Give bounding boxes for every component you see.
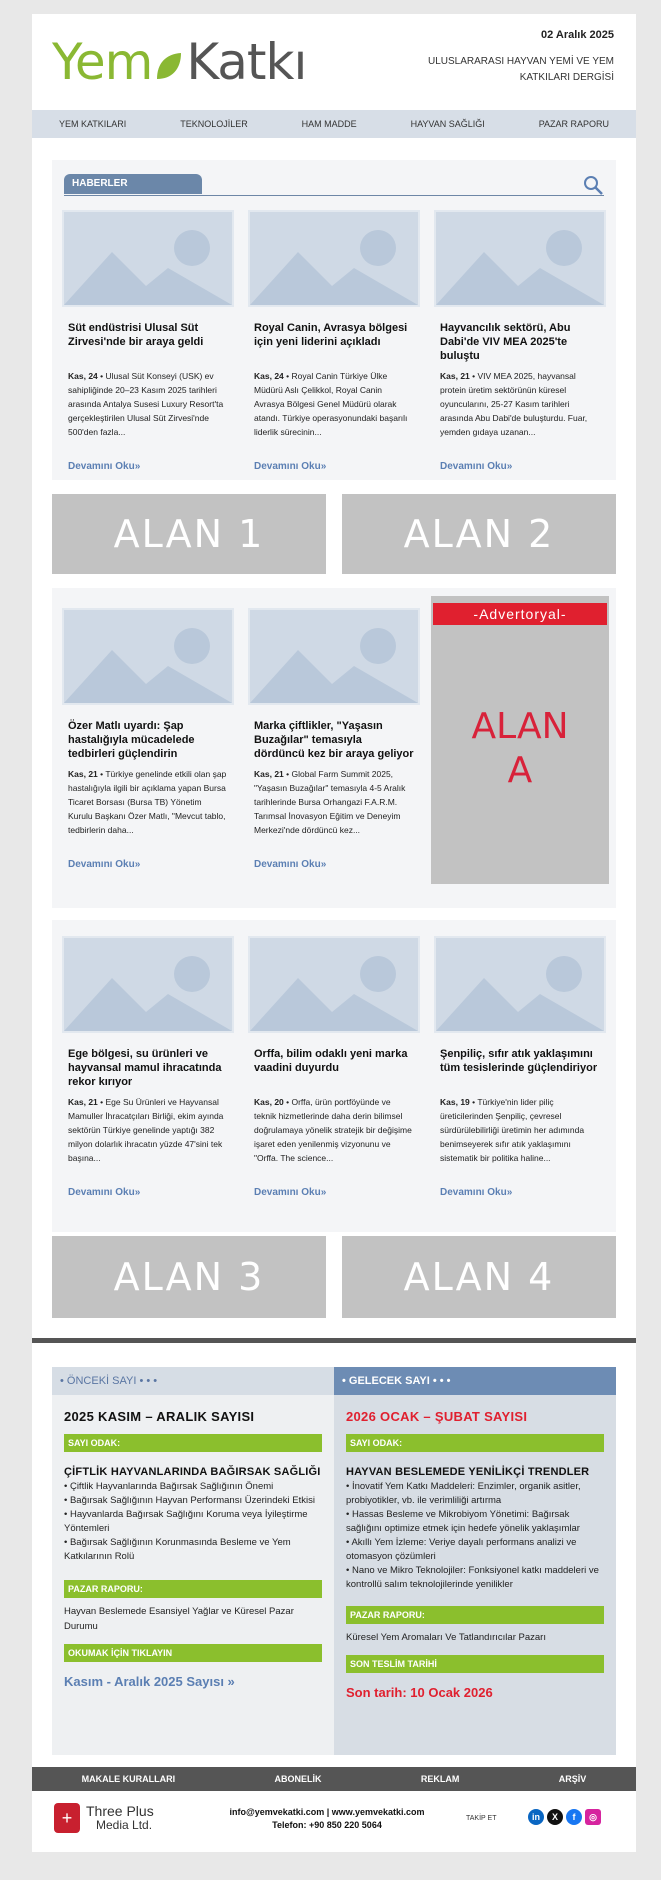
news-tabbar	[64, 174, 604, 196]
advertorial-slot[interactable]	[431, 596, 609, 884]
nav-reklam[interactable]: REKLAM	[420, 1774, 460, 1784]
card-excerpt: Kas, 21 • Ege Su Ürünleri ve Hayvansal Mamuller İhracatçıları Birliği, ekim ayında sektörün Türkiye genelinde yaptığı 382 milyon dolarlık ihracatın yüzde 47'sini tek başına...	[68, 1097, 224, 1163]
focus-item: • Çiftlik Hayvanlarında Bağırsak Sağlığının Önemi	[64, 1481, 274, 1492]
next-issue-title: 2026 OCAK – ŞUBAT SAYISI	[346, 1409, 528, 1424]
bottom-nav	[32, 1767, 636, 1791]
read-more-link[interactable]: Devamını Oku»	[254, 461, 327, 472]
card-excerpt: Kas, 19 • Türkiye'nin lider piliç üreticilerinden Şenpiliç, çevresel sürdürülebilirliği üretimin her adımında benimseyerek sıfır atık yaklaşımını sistematik bir politika haline...	[440, 1097, 585, 1163]
previous-issue-title: 2025 KASIM – ARALIK SAYISI	[64, 1409, 255, 1424]
card-date: Kas, 24	[254, 371, 284, 381]
card-title[interactable]: Orffa, bilim odaklı yeni marka vaadini duyurdu	[254, 1048, 408, 1074]
nav-yem-katkilari[interactable]: YEM KATKILARI	[58, 119, 127, 129]
header	[32, 14, 636, 106]
company-name	[86, 1804, 154, 1832]
contact-phone: Telefon: +90 850 220 5064	[272, 1820, 382, 1830]
advertorial-line-1: ALAN	[471, 706, 569, 747]
card-date: Kas, 20	[254, 1097, 284, 1107]
card-text: Global Farm Summit 2025, "Yaşasın Buzağılar" temasıyla 4-5 Aralık tarihlerinde Bursa Orhangazi F.A.R.M. Tarımsal İnovasyon Eğitim ve Deneyim Merkezi'nde dördüncü kez...	[254, 769, 406, 835]
logo-yem: Yem	[52, 33, 153, 91]
news-card[interactable]	[248, 210, 420, 472]
deadline-text: Son tarih: 10 Ocak 2026	[346, 1685, 493, 1700]
card-date: Kas, 19	[440, 1097, 470, 1107]
focus-item: • Hayvanlarda Bağırsak Sağlığını Koruma veya İyileştirme Yöntemleri	[64, 1509, 308, 1534]
nav-pazar-raporu[interactable]: PAZAR RAPORU	[538, 119, 610, 129]
focus-title: HAYVAN BESLEMEDE YENİLİKÇİ TRENDLER	[346, 1466, 590, 1478]
contact-email-web[interactable]: info@yemvekatki.com | www.yemvekatki.com	[229, 1807, 425, 1817]
linkedin-icon[interactable]: in	[528, 1809, 544, 1825]
card-excerpt: Kas, 21 • Global Farm Summit 2025, "Yaşasın Buzağılar" temasıyla 4-5 Aralık tarihlerinde Bursa Orhangazi F.A.R.M. Tarımsal İnovasyon Eğitim ve Deneyim Merkezi'nde dördüncü kez...	[254, 769, 406, 835]
card-text: Türkiye genelinde etkili olan şap hastalığıyla ilgili bir açıklama yapan Bursa Ticaret Borsası (Bursa TB) Yönetim Kurulu Başkanı Özer Matlı, "Mevcut tablo, tedbirlerin daha...	[68, 769, 227, 835]
card-title[interactable]: Süt endüstrisi Ulusal Süt Zirvesi'nde bir araya geldi	[68, 322, 204, 348]
next-issue	[334, 1367, 616, 1755]
card-text: Ege Su Ürünleri ve Hayvansal Mamuller İhracatçıları Birliği, ekim ayında sektörün Türkiye genelinde yaptığı 382 milyon dolarlık ihracatın yüzde 47'sini tek başına...	[68, 1097, 224, 1163]
image-placeholder-icon	[62, 608, 234, 705]
market-report: Hayvan Beslemede Esansiyel Yağlar ve Küresel Pazar Durumu	[64, 1606, 294, 1632]
card-title[interactable]: Marka çiftlikler, "Yaşasın Buzağılar" temasıyla dördüncü kez bir araya geliyor	[254, 720, 414, 760]
market-report-label: PAZAR RAPORU:	[64, 1580, 322, 1598]
image-placeholder-icon	[62, 936, 234, 1033]
focus-item: • Bağırsak Sağlığının Korunmasında Besleme ve Yem Katkılarının Rolü	[64, 1537, 291, 1562]
logo-katki: Katkı	[186, 33, 307, 91]
newsletter-page	[32, 14, 636, 1852]
focus-item: • Akıllı Yem İzleme: Veriye dayalı performans analizi ve otomasyon çözümleri	[346, 1537, 577, 1562]
logo[interactable]	[52, 34, 306, 90]
read-cta-label[interactable]: OKUMAK İÇİN TIKLAYIN	[64, 1644, 322, 1662]
read-more-link[interactable]: Devamını Oku»	[68, 859, 141, 870]
three-plus-mark-icon: +	[54, 1803, 80, 1833]
image-placeholder-icon	[248, 608, 420, 705]
read-more-link[interactable]: Devamını Oku»	[440, 461, 513, 472]
market-report-label: PAZAR RAPORU:	[346, 1606, 604, 1624]
issues-section	[52, 1367, 616, 1755]
focus-item: • Hassas Besleme ve Mikrobiyom Yönetimi: Bağırsak sağlığını optimize etmek için hedefe yönelik yaklaşımlar	[346, 1509, 580, 1534]
focus-list	[346, 1480, 604, 1592]
read-more-link[interactable]: Devamını Oku»	[68, 461, 141, 472]
news-card[interactable]	[248, 608, 420, 870]
news-card[interactable]	[434, 210, 606, 472]
card-date: Kas, 21	[68, 769, 98, 779]
deadline-label: SON TESLİM TARİHİ	[346, 1655, 604, 1673]
focus-label: SAYI ODAK:	[64, 1434, 322, 1452]
focus-item: • İnovatif Yem Katkı Maddeleri: Enzimler, organik asitler, probiyotikler, vb. ile verimliliği artırma	[346, 1481, 581, 1506]
x-icon[interactable]: X	[547, 1809, 563, 1825]
image-placeholder-icon	[248, 936, 420, 1033]
magazine-subtitle: ULUSLARARASI HAYVAN YEMİ VE YEM KATKILARI DERGİSİ	[428, 56, 614, 83]
card-title[interactable]: Hayvancılık sektörü, Abu Dabi'de VIV MEA 2025'te buluştu	[440, 322, 571, 362]
card-date: Kas, 21	[254, 769, 284, 779]
card-title[interactable]: Şenpiliç, sıfır atık yaklaşımını tüm tesislerinde güçlendiriyor	[440, 1048, 598, 1074]
card-excerpt: Kas, 21 • VIV MEA 2025, hayvansal protein üretim sektörünün küresel oyuncularını, 25-27 Kasım tarihleri arasında Abu Dabi'de buluşturdu. Fuar, yemden gıdaya uzanan...	[440, 371, 588, 437]
card-excerpt: Kas, 24 • Royal Canin Türkiye Ülke Müdürü Aslı Çelikkol, Royal Canin Avrasya Bölgesi Genel Müdürü olarak atandı. Türkiye operasyonundaki başarılı liderlik sürecinin...	[254, 371, 408, 437]
tab-haberler[interactable]: HABERLER	[64, 174, 202, 194]
read-more-link[interactable]: Devamını Oku»	[440, 1187, 513, 1198]
news-section-3	[52, 920, 616, 1232]
news-card[interactable]	[434, 936, 606, 1198]
focus-title: ÇİFTLİK HAYVANLARINDA BAĞIRSAK SAĞLIĞI	[64, 1466, 321, 1478]
news-card[interactable]	[248, 936, 420, 1198]
read-more-link[interactable]: Devamını Oku»	[254, 1187, 327, 1198]
previous-issue-link[interactable]: Kasım - Aralık 2025 Sayısı »	[64, 1674, 235, 1689]
nav-makale-kurallari[interactable]: MAKALE KURALLARI	[81, 1774, 176, 1784]
nav-arsiv[interactable]: ARŞİV	[558, 1774, 587, 1784]
focus-list	[64, 1480, 322, 1564]
market-report: Küresel Yem Aromaları Ve Tatlandırıcılar Pazarı	[346, 1632, 546, 1643]
leaf-icon	[154, 49, 184, 83]
card-text: Türkiye'nin lider piliç üreticilerinden Şenpiliç, çevresel sürdürülebilirliği üretimin her adımında benimseyerek sıfır atık yaklaşımını sistematik bir politika haline...	[440, 1097, 585, 1163]
news-section-2	[52, 588, 616, 908]
card-text: Royal Canin Türkiye Ülke Müdürü Aslı Çelikkol, Royal Canin Avrasya Bölgesi Genel Müdürü olarak atandı. Türkiye operasyonundaki başarılı liderlik sürecinin...	[254, 371, 408, 437]
news-section-1	[52, 160, 616, 480]
facebook-icon[interactable]: f	[566, 1809, 582, 1825]
search-icon[interactable]	[582, 174, 604, 196]
advertorial-label: -Advertoryal-	[433, 603, 607, 625]
focus-item: • Nano ve Mikro Teknolojiler: Fonksiyonel katkı maddeleri ve kontrollü salım teknolojilerinde yenilikler	[346, 1565, 599, 1590]
section-divider	[32, 1338, 636, 1343]
nav-hayvan-sagligi[interactable]: HAYVAN SAĞLIĞI	[410, 119, 485, 129]
focus-item: • Bağırsak Sağlığının Hayvan Performansı Üzerindeki Etkisi	[64, 1495, 315, 1506]
ad-slot-3[interactable]: ALAN 3	[52, 1236, 326, 1318]
footer	[32, 1791, 636, 1852]
read-more-link[interactable]: Devamını Oku»	[254, 859, 327, 870]
card-date: Kas, 21	[68, 1097, 98, 1107]
card-date: Kas, 21	[440, 371, 470, 381]
company-name-line-2: Media Ltd.	[96, 1818, 153, 1832]
contact-info	[202, 1806, 452, 1832]
nav-teknolojiler[interactable]: TEKNOLOJİLER	[180, 119, 248, 129]
nav-ham-madde[interactable]: HAM MADDE	[301, 119, 357, 129]
image-placeholder-icon	[434, 936, 606, 1033]
advertorial-line-2: A	[507, 750, 533, 791]
image-placeholder-icon	[248, 210, 420, 307]
company-logo[interactable]	[54, 1803, 154, 1833]
card-excerpt: Kas, 24 • Ulusal Süt Konseyi (USK) ev sahipliğinde 20–23 Kasım 2025 tarihleri arasında Antalya Susesi Luxury Resort'ta gerçekleştirilen Ulusal Süt Zirvesi'nde 500'den fazla...	[68, 371, 224, 437]
nav-abonelik[interactable]: ABONELİK	[274, 1774, 322, 1784]
news-card[interactable]	[62, 936, 234, 1198]
top-nav	[32, 110, 636, 138]
news-card[interactable]	[62, 210, 234, 472]
follow-label: TAKİP ET	[466, 1815, 497, 1822]
next-issue-header: • GELECEK SAYI • • •	[334, 1367, 616, 1395]
news-card[interactable]	[62, 608, 234, 870]
card-date: Kas, 24	[68, 371, 98, 381]
read-more-link[interactable]: Devamını Oku»	[68, 1187, 141, 1198]
card-excerpt: Kas, 21 • Türkiye genelinde etkili olan şap hastalığıyla ilgili bir açıklama yapan Bursa Ticaret Borsası (Bursa TB) Yönetim Kurulu Başkanı Özer Matlı, "Mevcut tablo, tedbirlerin daha...	[68, 769, 227, 835]
card-text: VIV MEA 2025, hayvansal protein üretim sektörünün küresel oyuncularını, 25-27 Kasım tarihleri arasında Abu Dabi'de buluşturdu. Fuar, yemden gıdaya uzanan...	[440, 371, 588, 437]
card-text: Orffa, ürün portföyünde ve teknik hizmetlerinde daha derin bilimsel doğrulamaya yönelik stratejik bir değişime işaret eden yenilenmiş vizyonunu ve "Orffa. The science...	[254, 1097, 412, 1163]
instagram-icon[interactable]: ◎	[585, 1809, 601, 1825]
issue-date: 02 Aralık 2025	[541, 29, 614, 41]
previous-issue	[52, 1367, 334, 1755]
image-placeholder-icon	[434, 210, 606, 307]
image-placeholder-icon	[62, 210, 234, 307]
card-title[interactable]: Royal Canin, Avrasya bölgesi için yeni liderini açıkladı	[254, 322, 408, 348]
company-name-line-1: Three Plus	[86, 1803, 154, 1819]
social-links	[528, 1809, 601, 1825]
previous-issue-header: • ÖNCEKİ SAYI • • •	[52, 1367, 334, 1395]
card-excerpt: Kas, 20 • Orffa, ürün portföyünde ve teknik hizmetlerinde daha derin bilimsel doğrulamaya yönelik stratejik bir değişime işaret eden yenilenmiş vizyonunu ve "Orffa. The science...	[254, 1097, 412, 1163]
card-title[interactable]: Ege bölgesi, su ürünleri ve hayvansal mamul ihracatında rekor kırıyor	[68, 1048, 222, 1088]
ad-slot-2[interactable]: ALAN 2	[342, 494, 616, 574]
card-text: Ulusal Süt Konseyi (USK) ev sahipliğinde 20–23 Kasım 2025 tarihleri arasında Antalya Susesi Luxury Resort'ta gerçekleştirilen Ulusal Süt Zirvesi'nde 500'den fazla...	[68, 371, 224, 437]
advertorial-text	[431, 705, 609, 793]
card-title[interactable]: Özer Matlı uyardı: Şap hastalığıyla mücadelede tedbirleri güçlendirin	[68, 720, 195, 760]
focus-label: SAYI ODAK:	[346, 1434, 604, 1452]
ad-slot-1[interactable]: ALAN 1	[52, 494, 326, 574]
ad-slot-4[interactable]: ALAN 4	[342, 1236, 616, 1318]
